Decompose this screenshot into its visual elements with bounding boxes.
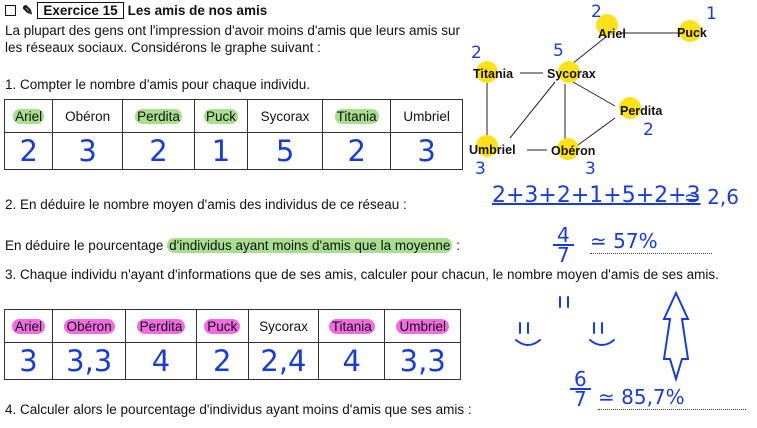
node-label-oberon: Obéron (551, 144, 596, 158)
value-cell: 3,3 (385, 343, 461, 380)
edge-sycorax-perdita (573, 82, 615, 106)
degree-oberon: 3 (585, 159, 596, 179)
name-cell: Titania (329, 319, 375, 334)
handwritten-doodles (508, 285, 708, 385)
question-3: 3. Chaque individu n'ayant d'informations que de ses amis, calculer pour chacun, le nombre moyen d'amis de ses amis. (5, 267, 719, 282)
q4-fraction: 6 7 (570, 370, 591, 408)
edge-sycorax-umbriel (510, 82, 555, 138)
value-cell: 4 (126, 343, 196, 380)
name-cell: Puck (206, 108, 237, 124)
smiley-top-icon (560, 297, 568, 307)
name-cell: Obéron (64, 319, 115, 334)
degree-puck: 1 (706, 4, 717, 24)
value-cell: 5 (247, 133, 322, 170)
node-label-titania: Titania (473, 67, 514, 81)
value-cell: 2 (122, 133, 194, 170)
name-cell: Perdita (137, 319, 186, 334)
degree-perdita: 2 (643, 120, 654, 140)
value-cell: 2 (323, 133, 391, 170)
node-label-perdita: Perdita (620, 104, 663, 118)
node-label-sycorax: Sycorax (547, 67, 596, 81)
name-cell: Perdita (137, 108, 180, 124)
exercise-header (5, 2, 267, 19)
node-label-ariel: Ariel (598, 27, 626, 41)
intro-text: La plupart des gens ont l'impression d'avoir moins d'amis que leurs amis sur les réseaux sociaux. Considérons le graphe suivant : (5, 23, 460, 55)
name-cell: Sycorax (260, 108, 310, 124)
smiley-right-icon (590, 323, 614, 345)
edge-perdita-oberon (578, 118, 615, 145)
name-cell: Ariel (15, 108, 43, 124)
value-cell: 2,4 (248, 343, 318, 380)
node-label-umbriel: Umbriel (469, 143, 516, 157)
value-cell: 2 (5, 133, 53, 170)
question-2-percent: En déduire le pourcentage d'individus ayant moins d'amis que la moyenne : (5, 238, 460, 253)
checkbox-icon (5, 5, 16, 16)
arrow-doodle-icon (664, 293, 688, 379)
degree-titania: 2 (471, 43, 482, 63)
question-2: 2. En déduire le nombre moyen d'amis des individus de ce réseau : (5, 197, 407, 212)
node-label-puck: Puck (677, 26, 707, 40)
smiley-left-icon (516, 323, 540, 345)
pencil-icon: ✎ (22, 2, 34, 18)
exercise-title: Les amis de nos amis (127, 3, 268, 18)
percent-fraction: 4 7 (553, 226, 574, 264)
name-cell: Ariel (12, 319, 45, 334)
value-cell: 2 (196, 343, 248, 380)
name-cell: Umbriel (396, 319, 449, 334)
name-cell: Sycorax (259, 318, 308, 334)
q4-result: ≃ 85,7% (598, 385, 746, 410)
question-1: 1. Compter le nombre d'amis pour chaque individu. (5, 77, 310, 92)
value-cell: 1 (195, 133, 248, 170)
percent-result: ≃ 57% (590, 229, 712, 254)
name-cell: Obéron (65, 108, 111, 124)
friends-average-table (4, 309, 461, 380)
friends-count-table (4, 99, 463, 170)
question-4: 4. Calculer alors le pourcentage d'individus ayant moins d'amis que ses amis : (5, 402, 472, 417)
value-cell: 3 (391, 133, 463, 170)
degree-sycorax: 5 (553, 41, 564, 61)
value-cell: 3,3 (52, 343, 125, 380)
mean-result: ≃ 2,6 (684, 185, 739, 209)
exercise-number: Exercice 15 (37, 2, 123, 19)
value-cell: 3 (53, 133, 123, 170)
degree-ariel: 2 (591, 2, 602, 22)
highlighted-phrase: d'individus ayant moins d'amis que la moyenne (169, 238, 451, 253)
mean-calculation: 2+3+2+1+5+2+3 (492, 183, 701, 208)
degree-umbriel: 3 (475, 159, 486, 179)
value-cell: 4 (319, 343, 385, 380)
name-cell: Puck (204, 319, 240, 334)
friendship-graph (465, 0, 757, 180)
name-cell: Titania (336, 108, 377, 124)
value-cell: 3 (5, 343, 53, 380)
name-cell: Umbriel (403, 108, 450, 124)
